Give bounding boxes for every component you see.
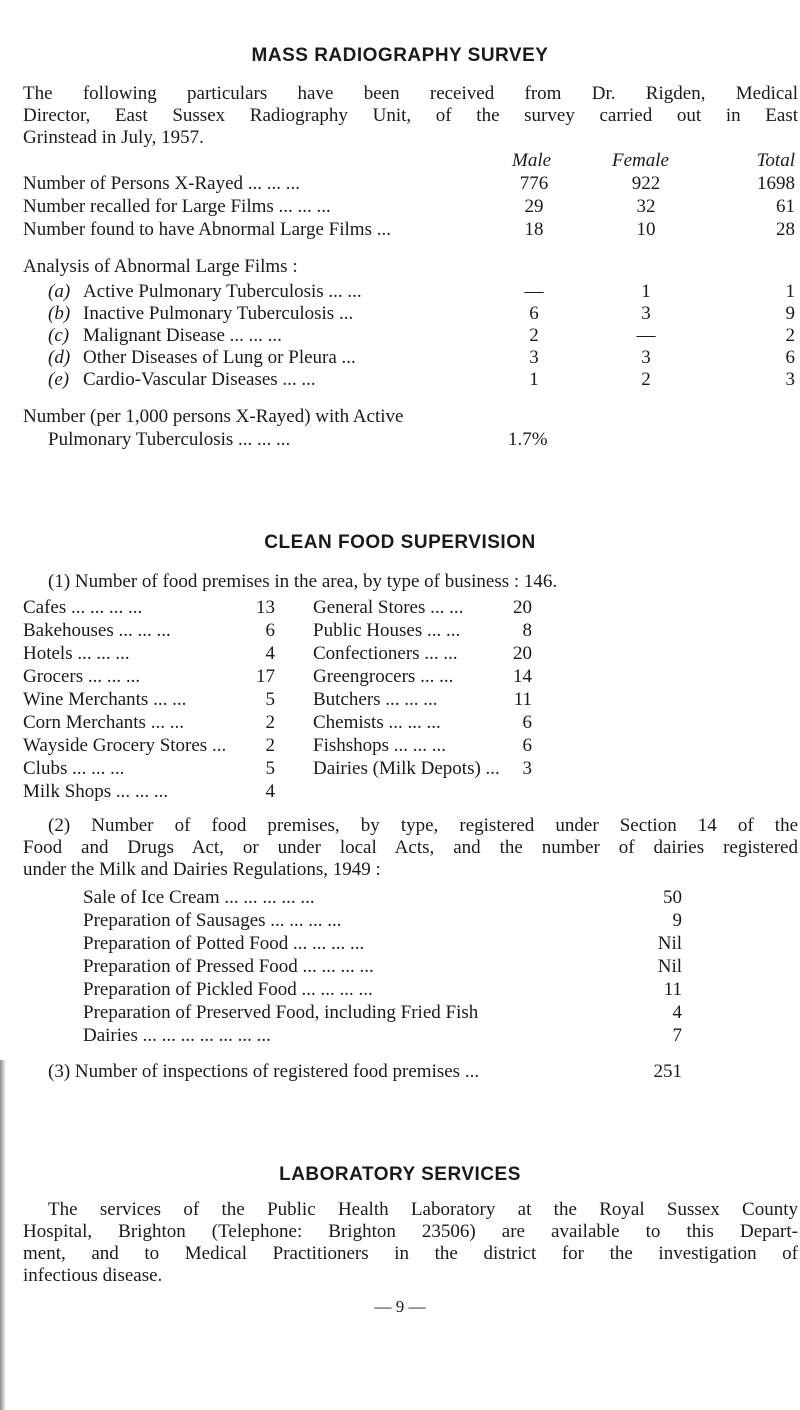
rate-line-1: Number (per 1,000 persons X-Rayed) with Active [23, 406, 404, 427]
registered-label: Preparation of Pressed Food ... ... ... ... [83, 956, 374, 977]
premises-value: 5 [265, 758, 275, 779]
intro-line-1: The following particulars have been received from Dr. Rigden, Medical [23, 83, 798, 104]
analysis-male: — [524, 281, 544, 302]
premises-label: Clubs ... ... ... [23, 758, 125, 779]
item-1-text: (1) Number of food premises in the area, by type of business : 146. [48, 571, 558, 592]
laboratory-title: LABORATORY SERVICES [279, 1164, 521, 1185]
item-2-line-3: under the Milk and Dairies Regulations, 1949 : [23, 859, 381, 880]
analysis-label: Other Diseases of Lung or Pleura ... [83, 347, 356, 368]
analysis-total: 9 [785, 303, 795, 324]
row-label: Number of Persons X-Rayed ... ... ... [23, 173, 301, 194]
item-3-value: 251 [653, 1061, 682, 1082]
premises-label: Public Houses ... ... [313, 620, 461, 641]
mass-radiography-title: MASS RADIOGRAPHY SURVEY [251, 45, 549, 66]
premises-label: Confectioners ... ... [313, 643, 458, 664]
col-header-total: Total [756, 150, 795, 171]
rate-value: 1.7% [508, 429, 548, 450]
col-header-female: Female [612, 150, 669, 171]
registered-value: Nil [657, 956, 682, 977]
registered-label: Preparation of Pickled Food ... ... ... ... [83, 979, 373, 1000]
item-2-text [23, 815, 798, 881]
analysis-male: 1 [529, 369, 539, 390]
premises-value: 6 [522, 712, 532, 733]
premises-label: Milk Shops ... ... ... [23, 781, 169, 802]
analysis-total: 6 [785, 347, 795, 368]
analysis-female: — [636, 325, 656, 346]
intro-line-2: Director, East Sussex Radiography Unit, of the survey carried out in East [23, 105, 798, 126]
item-3-label: (3) Number of inspections of registered food premises ... [48, 1061, 480, 1082]
premises-label: Greengrocers ... ... [313, 666, 454, 687]
row-male: 18 [524, 219, 544, 240]
premises-value: 4 [265, 643, 275, 664]
analysis-female: 2 [641, 369, 651, 390]
premises-value: 2 [265, 735, 275, 756]
premises-label: General Stores ... ... [313, 597, 464, 618]
premises-label: Butchers ... ... ... [313, 689, 438, 710]
analysis-male: 2 [529, 325, 539, 346]
premises-value: 14 [513, 666, 532, 687]
analysis-title: Analysis of Abnormal Large Films : [23, 256, 298, 277]
analysis-total: 3 [785, 369, 795, 390]
row-male: 29 [524, 196, 544, 217]
col-header-male: Male [512, 150, 552, 171]
item-2-line-2: Food and Drugs Act, or under local Acts, and the number of dairies registered [23, 837, 798, 858]
analysis-label: Active Pulmonary Tuberculosis ... ... [83, 281, 362, 302]
mass-radiography-intro [23, 83, 798, 149]
laboratory-text [23, 1199, 798, 1287]
premises-value: 5 [265, 689, 275, 710]
premises-value: 17 [256, 666, 275, 687]
premises-label: Dairies (Milk Depots) ... [313, 758, 500, 779]
analysis-male: 3 [529, 347, 539, 368]
clean-food-title: CLEAN FOOD SUPERVISION [264, 532, 536, 553]
registered-value: 4 [672, 1002, 682, 1023]
row-male: 776 [519, 173, 549, 194]
premises-label: Bakehouses ... ... ... [23, 620, 171, 641]
analysis-total: 2 [785, 325, 795, 346]
row-female: 32 [636, 196, 656, 217]
analysis-total: 1 [785, 281, 795, 302]
row-label: Number recalled for Large Films ... ... ... [23, 196, 331, 217]
analysis-label: Malignant Disease ... ... ... [83, 325, 282, 346]
page-number: — 9 — [374, 1297, 426, 1316]
item-2-line-1: (2) Number of food premises, by type, registered under Section 14 of the [48, 815, 798, 836]
row-total: 28 [776, 219, 795, 240]
premises-label: Fishshops ... ... ... [313, 735, 447, 756]
registered-label: Preparation of Preserved Food, including Fried Fish [83, 1002, 479, 1023]
analysis-label: Inactive Pulmonary Tuberculosis ... [83, 303, 354, 324]
premises-value: 13 [256, 597, 275, 618]
registered-value: Nil [657, 933, 682, 954]
row-female: 10 [636, 219, 656, 240]
intro-line-3: Grinstead in July, 1957. [23, 127, 204, 148]
lab-line-2: Hospital, Brighton (Telephone: Brighton 23506) are available to this Depart- [23, 1221, 798, 1242]
premises-value: 20 [513, 597, 532, 618]
premises-label: Corn Merchants ... ... [23, 712, 184, 733]
registered-value: 7 [672, 1025, 682, 1046]
lab-line-4: infectious disease. [23, 1265, 163, 1286]
registered-value: 11 [663, 979, 682, 1000]
premises-value: 6 [265, 620, 275, 641]
rate-line-2: Pulmonary Tuberculosis ... ... ... [48, 429, 291, 450]
row-total: 61 [776, 196, 795, 217]
row-female: 922 [631, 173, 661, 194]
analysis-letter: (b) [48, 303, 71, 324]
premises-label: Chemists ... ... ... [313, 712, 441, 733]
row-label: Number found to have Abnormal Large Films ... [23, 219, 391, 240]
analysis-letter: (d) [48, 347, 71, 368]
lab-line-3: ment, and to Medical Practitioners in the district for the investigation of [23, 1243, 798, 1264]
analysis-female: 3 [641, 303, 651, 324]
analysis-letter: (e) [48, 369, 70, 390]
analysis-label: Cardio-Vascular Diseases ... ... [83, 369, 316, 390]
premises-label: Wine Merchants ... ... [23, 689, 187, 710]
registered-label: Preparation of Sausages ... ... ... ... [83, 910, 342, 931]
registered-value: 9 [672, 910, 682, 931]
analysis-letter: (c) [48, 325, 70, 346]
premises-label: Grocers ... ... ... [23, 666, 141, 687]
premises-value: 11 [513, 689, 532, 710]
analysis-female: 3 [641, 347, 651, 368]
registered-label: Preparation of Potted Food ... ... ... ... [83, 933, 365, 954]
premises-value: 8 [522, 620, 532, 641]
analysis-female: 1 [641, 281, 651, 302]
page-edge-shadow [0, 1060, 6, 1410]
premises-value: 6 [522, 735, 532, 756]
lab-line-1: The services of the Public Health Laboratory at the Royal Sussex County [48, 1199, 798, 1220]
analysis-male: 6 [529, 303, 539, 324]
premises-value: 2 [265, 712, 275, 733]
analysis-letter: (a) [48, 281, 71, 302]
row-total: 1698 [757, 173, 795, 194]
premises-label: Hotels ... ... ... [23, 643, 130, 664]
premises-label: Cafes ... ... ... ... [23, 597, 143, 618]
registered-label: Sale of Ice Cream ... ... ... ... ... [83, 887, 315, 908]
registered-label: Dairies ... ... ... ... ... ... ... [83, 1025, 271, 1046]
premises-label: Wayside Grocery Stores ... [23, 735, 227, 756]
premises-value: 4 [265, 781, 275, 802]
registered-value: 50 [663, 887, 682, 908]
premises-value: 3 [522, 758, 532, 779]
premises-value: 20 [513, 643, 532, 664]
